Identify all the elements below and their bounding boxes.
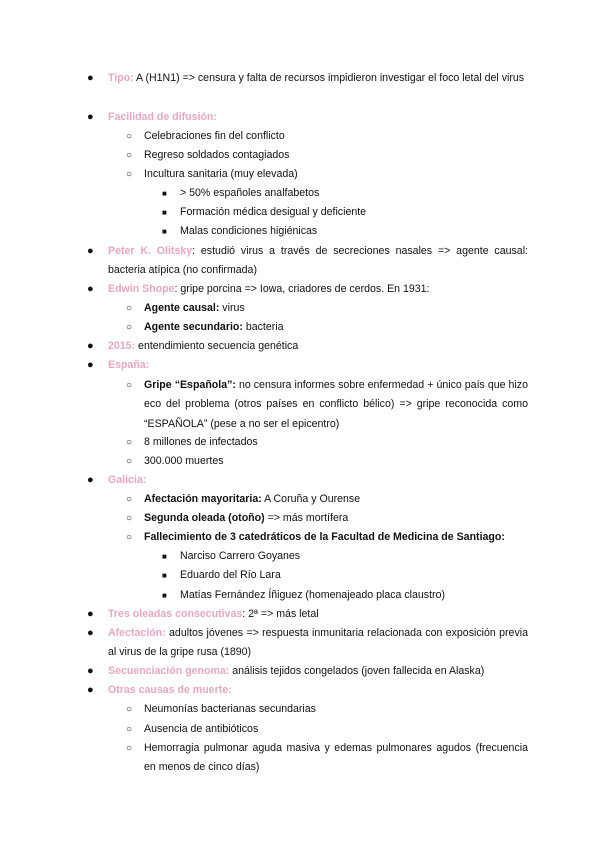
list-item-muertes [126,452,528,471]
item-text: adultos jóvenes => respuesta inmunitaria relacionada con exposición previa al virus de la gripe rusa (1890) [108,627,528,659]
list-item-fallecimiento [126,528,528,547]
list-item-afectacion [87,624,528,663]
list-item-iniguez [162,586,528,605]
item-text: 8 millones de infectados [144,436,258,448]
term-label: Peter K. Olitsky [108,245,193,257]
term-label: Facilidad de difusión: [108,111,217,123]
list-item-agente-secundario [126,318,528,337]
bullet-icon: ● [87,474,94,486]
bullet-icon: ● [87,72,94,84]
list-item-infectados [126,433,528,452]
circle-bullet-icon: ○ [126,743,133,754]
bullet-icon: ● [87,340,94,352]
item-text: Formación médica desigual y deficiente [180,206,367,218]
bullet-icon: ● [87,359,94,371]
list-item-agente-causal [126,299,528,318]
term-label: Afectación mayoritaria: [144,493,262,505]
list-item-antibioticos [126,720,528,739]
item-text: => más mortífera [264,512,349,524]
circle-bullet-icon: ○ [126,169,133,180]
item-text: A (H1N1) => censura y falta de recursos impidieron investigar el foco letal del virus [133,72,525,84]
term-label: Agente causal: [144,302,220,314]
item-text: : estudió virus a través de secreciones nasales => agente causal: bacteria atípica (no confirmada) [108,245,528,277]
bullet-icon: ● [87,684,94,696]
term-label: Agente secundario: [144,321,243,333]
circle-bullet-icon: ○ [126,724,133,735]
circle-bullet-icon: ○ [126,303,133,314]
bullet-icon: ● [87,283,94,295]
square-bullet-icon: ■ [162,227,167,236]
bullet-icon: ● [87,245,94,257]
term-label: Otras causas de muerte: [108,684,232,696]
list-item-2015 [87,337,528,356]
term-label: Edwin Shope [108,283,175,295]
item-text: Regreso soldados contagiados [144,149,290,161]
item-text: > 50% españoles analfabetos [180,187,320,199]
item-text: Malas condiciones higiénicas [180,225,318,237]
term-label: 2015: [108,340,136,352]
item-text: bacteria [242,321,284,333]
circle-bullet-icon: ○ [126,532,133,543]
list-item-del-rio [162,566,528,585]
list-item-espana [87,356,528,375]
term-label: Tipo: [108,72,134,84]
term-label: Afectación: [108,627,166,639]
circle-bullet-icon: ○ [126,704,133,715]
item-text: 300.000 muertes [144,455,224,467]
circle-bullet-icon: ○ [126,380,133,391]
circle-bullet-icon: ○ [126,513,133,524]
item-text: Narciso Carrero Goyanes [180,550,301,562]
circle-bullet-icon: ○ [126,150,133,161]
square-bullet-icon: ■ [162,571,167,580]
square-bullet-icon: ■ [162,189,167,198]
bullet-icon: ● [87,608,94,620]
item-text: : 2ª => más letal [242,608,319,620]
list-item-gripe-espanola [126,376,528,434]
square-bullet-icon: ■ [162,552,167,561]
term-label: Segunda oleada (otoño) [144,512,265,524]
list-item-shope [87,280,528,299]
list-item-otras-causas [87,681,528,700]
item-text: no censura informes sobre enfermedad + único país que hizo eco del problema (otros países en conflicto bélico) => gripe reconocida como “ESPAÑOLA” (pese a no ser el epicentro) [144,379,528,430]
term-label: Secuenciación genoma: [108,665,230,677]
circle-bullet-icon: ○ [126,437,133,448]
list-item-celebraciones [126,127,528,146]
bullet-icon: ● [87,627,94,639]
list-item-olitsky [87,242,528,281]
list-item-tipo [87,69,528,88]
item-text: Neumonías bacterianas secundarias [144,703,316,715]
list-item-galicia [87,471,528,490]
list-item-formacion [162,203,528,222]
list-item-secuenciacion [87,662,528,681]
item-text: análisis tejidos congelados (joven fallecida en Alaska) [229,665,485,677]
circle-bullet-icon: ○ [126,456,133,467]
list-item-facilidad [87,108,528,127]
list-item-hemorragia [126,739,528,778]
item-text: : gripe porcina => Iowa, criadores de cerdos. En 1931: [174,283,430,295]
term-label: Tres oleadas consecutivas [108,608,243,620]
item-text: Incultura sanitaria (muy elevada) [144,168,298,180]
list-item-malas [162,222,528,241]
list-item-afectacion-mayoritaria [126,490,528,509]
list-item-analfabetos [162,184,528,203]
list-item-regreso [126,146,528,165]
item-text: entendimiento secuencia genética [135,340,299,352]
item-text: Celebraciones fin del conflicto [144,130,285,142]
list-item-carrero [162,547,528,566]
item-text: Eduardo del Río Lara [180,569,281,581]
circle-bullet-icon: ○ [126,494,133,505]
term-label: Fallecimiento de 3 catedráticos de la Facultad de Medicina de Santiago: [144,531,505,543]
list-item-tres-oleadas [87,605,528,624]
item-text: virus [219,302,245,314]
list-item-neumonias [126,700,528,719]
bullet-icon: ● [87,665,94,677]
square-bullet-icon: ■ [162,591,167,600]
list-item-incultura [126,165,528,184]
square-bullet-icon: ■ [162,208,167,217]
item-text: Hemorragia pulmonar aguda masiva y edemas pulmonares agudos (frecuencia en menos de cinco días) [144,742,528,774]
item-text: Ausencia de antibióticos [144,723,259,735]
circle-bullet-icon: ○ [126,131,133,142]
term-label: Galicia: [108,474,147,486]
item-text: Matías Fernández Íñiguez (homenajeado placa claustro) [180,589,445,601]
bullet-icon: ● [87,111,94,123]
item-text: A Coruña y Ourense [261,493,361,505]
term-label: Gripe “Española”: [144,379,236,391]
list-item-segunda-oleada [126,509,528,528]
circle-bullet-icon: ○ [126,322,133,333]
term-label: España: [108,359,150,371]
